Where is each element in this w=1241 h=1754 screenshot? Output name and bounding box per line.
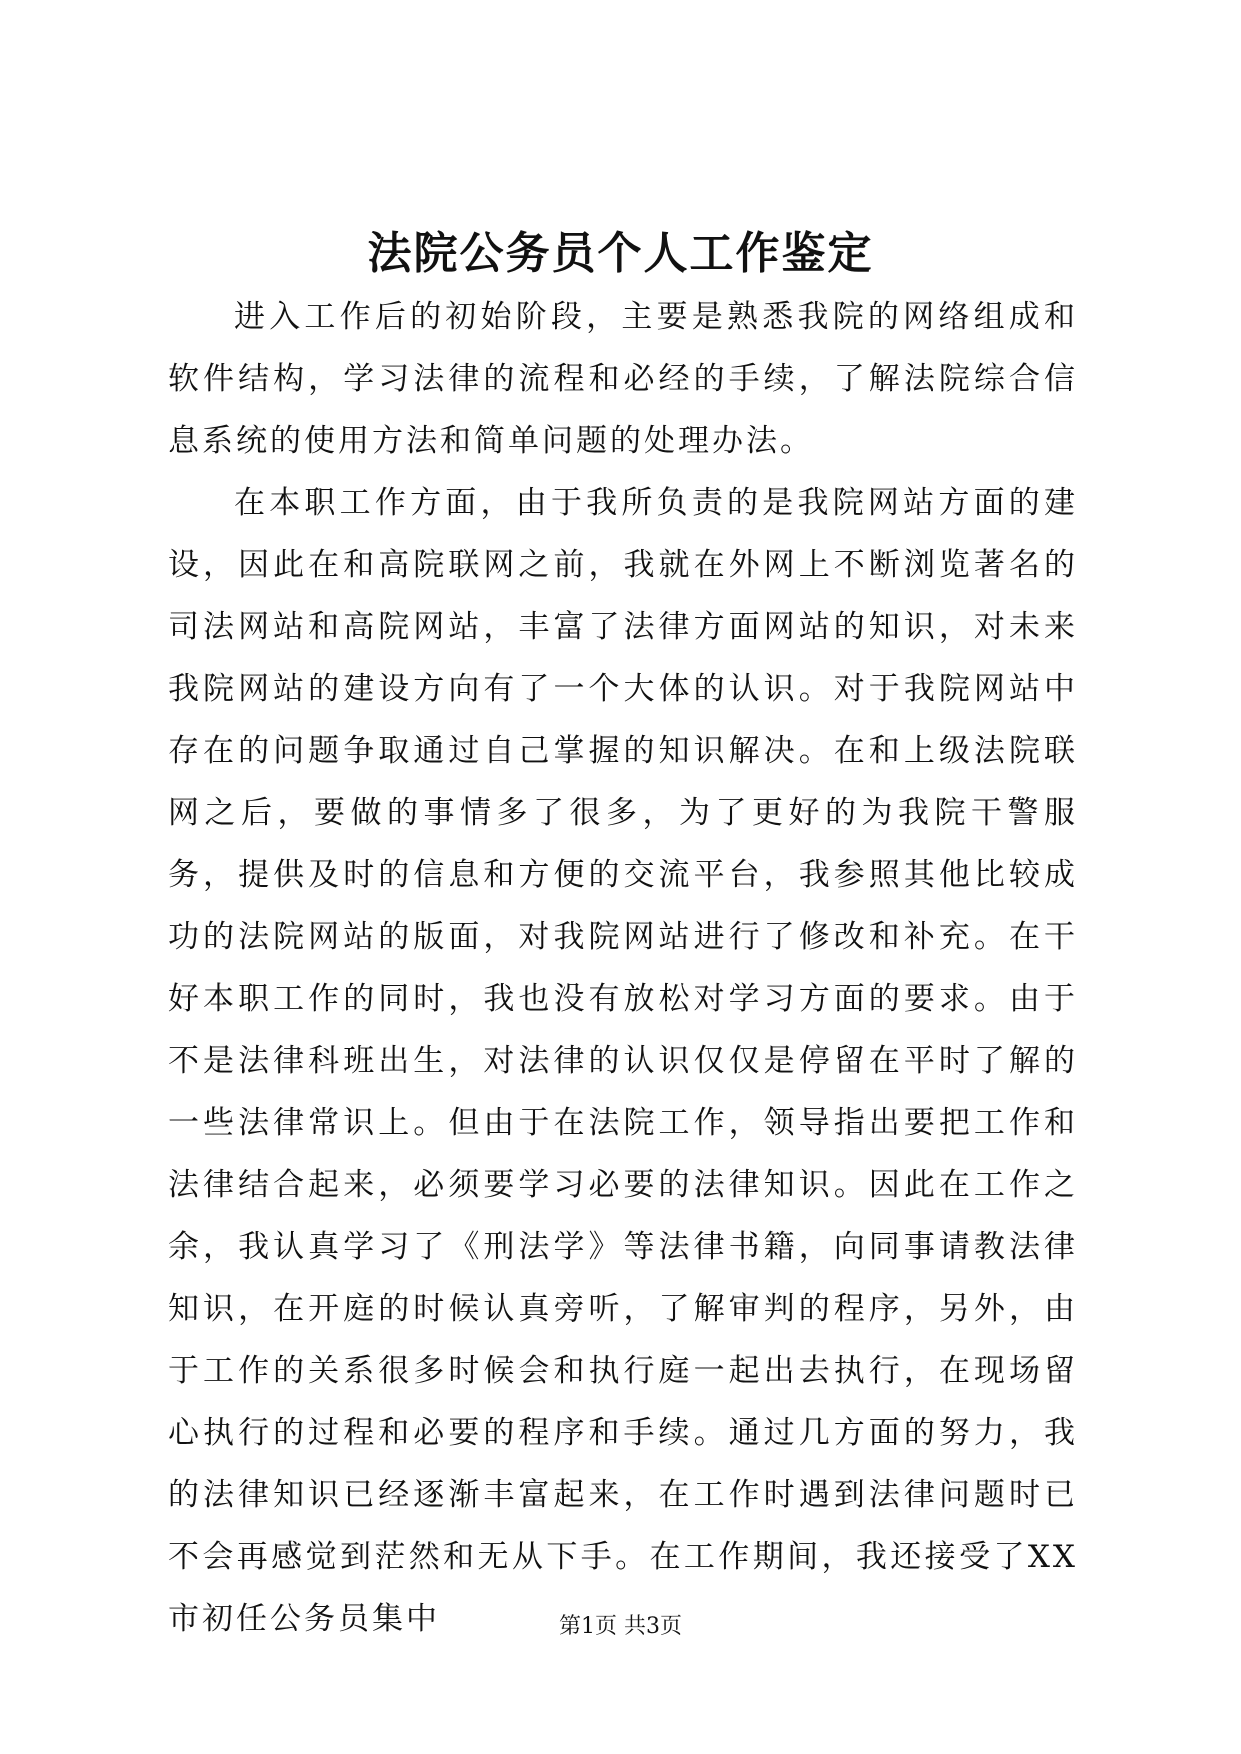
document-title: 法院公务员个人工作鉴定 xyxy=(367,228,874,279)
paragraph-1: 进入工作后的初始阶段，主要是熟悉我院的网络组成和软件结构，学习法律的流程和必经的手续，了解法院综合信息系统的使用方法和简单问题的处理办法。 xyxy=(168,299,1078,459)
document-body xyxy=(168,286,1078,1650)
paragraph-2: 在本职工作方面，由于我所负责的是我院网站方面的建设，因此在和高院联网之前，我就在外网上不断浏览著名的司法网站和高院网站，丰富了法律方面网站的知识，对未来我院网站的建设方向有了一个大体的认识。对于我院网站中存在的问题争取通过自己掌握的知识解决。在和上级法院联网之后，要做的事情多了很多，为了更好的为我院干警服务，提供及时的信息和方便的交流平台，我参照其他比较成功的法院网站的版面，对我院网站进行了修改和补充。在干好本职工作的同时，我也没有放松对学习方面的要求。由于不是法律科班出生，对法律的认识仅仅是停留在平时了解的一些法律常识上。但由于在法院工作，领导指出要把工作和法律结合起来，必须要学习必要的法律知识。因此在工作之余，我认真学习了《刑法学》等法律书籍，向同事请教法律知识，在开庭的时候认真旁听，了解审判的程序，另外，由于工作的关系很多时候会和执行庭一起出去执行，在现场留心执行的过程和必要的程序和手续。通过几方面的努力，我的法律知识已经逐渐丰富起来，在工作时遇到法律问题时已不会再感觉到茫然和无从下手。在工作期间，我还接受了XX市初任公务员集中 xyxy=(168,485,1078,1637)
page-footer: 第1页 共3页 xyxy=(559,1614,682,1639)
